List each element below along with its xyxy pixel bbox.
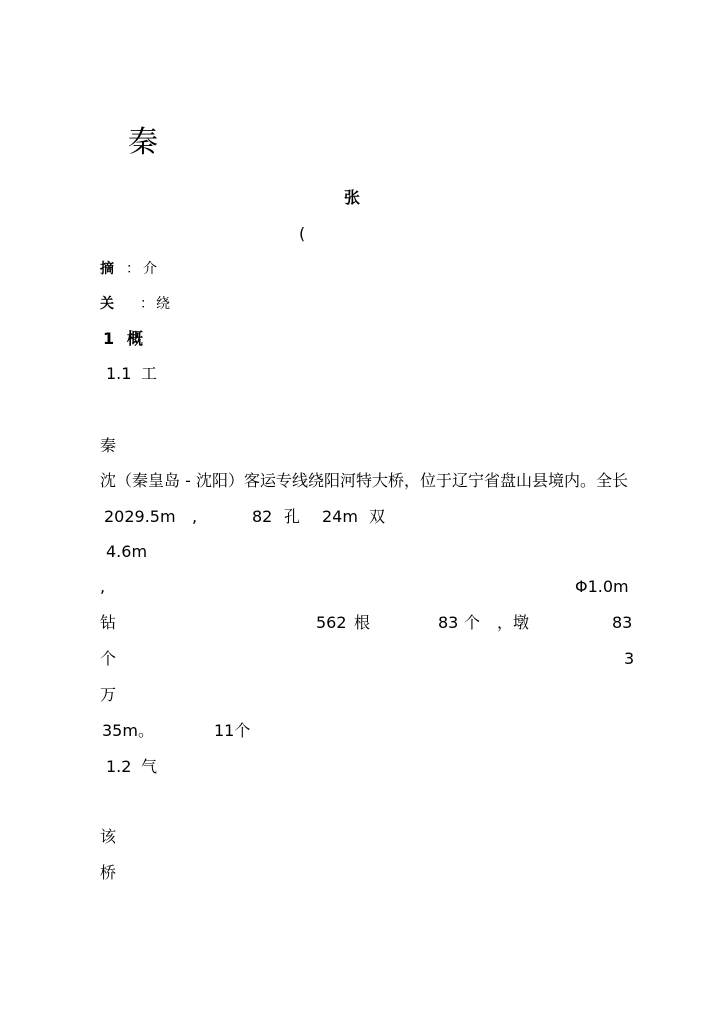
para2-line2: 桥: [100, 863, 117, 882]
subsection-1-1-title: 工: [141, 364, 158, 383]
subsection-1-2-number: 1.2: [106, 757, 132, 776]
affiliation: (: [299, 224, 306, 243]
keywords-text: 绕: [156, 296, 170, 312]
subsection-1-2-title: 气: [141, 757, 158, 776]
abstract-separator: ：: [126, 261, 140, 277]
para1-line6-pier-count: 83: [612, 613, 633, 632]
keywords-label: 关: [100, 296, 114, 312]
para1-line6-pile-unit: 根: [354, 613, 371, 632]
para1-line6-cap-unit: 个: [464, 613, 481, 632]
para1-line3-span-unit: 孔: [284, 507, 301, 526]
para1-line6-pile-count: 562: [316, 613, 347, 632]
para1-line7-start: 个: [100, 649, 117, 668]
para1-line9-count: 11个: [214, 721, 251, 740]
para1-line5-diameter: Φ1.0m: [575, 577, 629, 596]
para1-line3-span-length: 24m: [322, 507, 358, 526]
para1-line3-span-count: 82: [252, 507, 273, 526]
para1-line6-pier: ，墩: [497, 613, 530, 632]
para1-line6-start: 钻: [100, 613, 117, 632]
keywords-separator: ：: [140, 296, 154, 312]
para1-line4: 4.6m: [106, 542, 148, 561]
document-title: 秦: [128, 125, 158, 160]
para1-line3-double: 双: [369, 507, 386, 526]
section-1-title: 概: [127, 329, 144, 348]
abstract-label: 摘: [100, 261, 114, 277]
para1-line5-comma: ,: [100, 577, 106, 596]
para1-line1: 秦: [100, 436, 117, 455]
section-1-number: 1: [103, 329, 115, 348]
para1-line9-length: 35m。: [102, 721, 154, 740]
para1-line8: 万: [100, 685, 117, 704]
author-name: 张: [344, 188, 361, 207]
abstract-text: 介: [143, 261, 157, 277]
para1-line2: 沈（秦皇岛 - 沈阳）客运专线绕阳河特大桥，位于辽宁省盘山县境内。全长: [100, 471, 628, 490]
para2-line1: 该: [100, 827, 117, 846]
subsection-1-1-number: 1.1: [106, 364, 132, 383]
para1-line3-comma: ,: [192, 507, 198, 526]
para1-line3-length: 2029.5m: [104, 507, 176, 526]
para1-line7-number: 3: [624, 649, 635, 668]
para1-line6-cap-count: 83: [438, 613, 459, 632]
